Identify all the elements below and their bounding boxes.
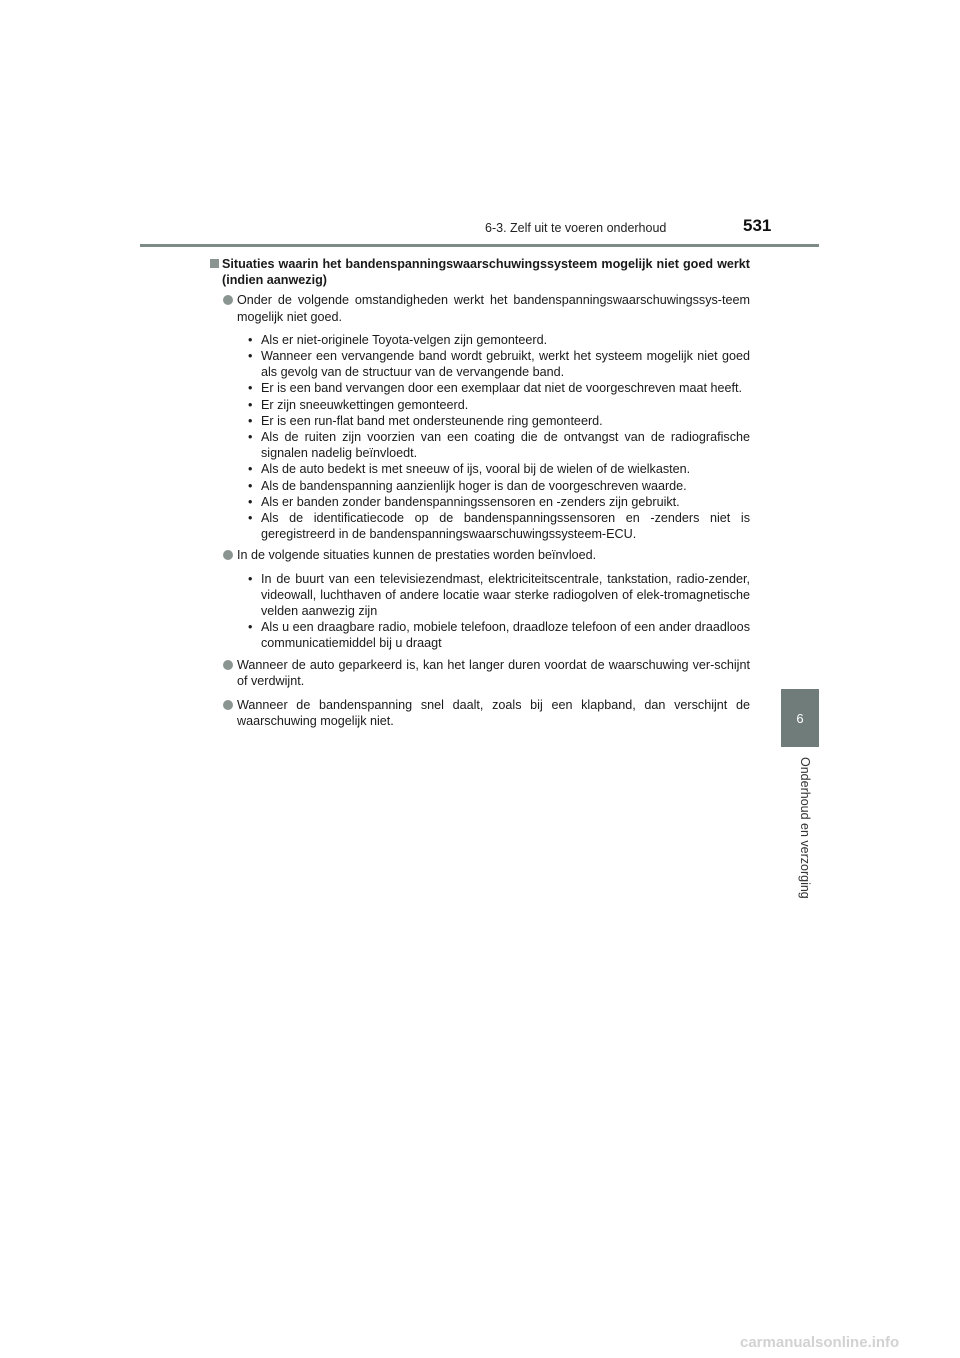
watermark: carmanualsonline.info bbox=[740, 1334, 900, 1351]
sub-list-item-text: Als de ruiten zijn voorzien van een coating die de ontvangst van de radiografische signalen nadelig beïnvloedt. bbox=[261, 430, 750, 461]
circle-bullet-icon bbox=[223, 550, 233, 560]
section-heading bbox=[210, 256, 750, 288]
circle-bullet-icon bbox=[223, 660, 233, 670]
sub-list-item bbox=[248, 619, 750, 651]
sub-list-item-text: Als er niet-originele Toyota-velgen zijn gemonteerd. bbox=[261, 332, 548, 347]
sub-list-item bbox=[248, 461, 750, 477]
page-content bbox=[210, 256, 750, 729]
page-number: 531 bbox=[743, 216, 772, 235]
sub-list-item-text: In de buurt van een televisiezendmast, elektriciteitscentrale, tankstation, radio-zender, videowall, luchthaven of andere locatie waar sterke radiogolven of elek-tromagnetische velden aanwezig zijn bbox=[261, 571, 750, 619]
bullet-mark: • bbox=[248, 620, 253, 635]
list-item bbox=[210, 657, 750, 689]
list-item bbox=[210, 292, 750, 324]
list-item-text: In de volgende situaties kunnen de prestaties worden beïnvloed. bbox=[237, 548, 597, 563]
square-bullet-icon bbox=[210, 259, 219, 268]
bullet-mark: • bbox=[248, 430, 253, 445]
sub-list-item bbox=[248, 348, 750, 380]
chapter-title-vertical: Onderhoud en verzorging bbox=[798, 757, 812, 899]
bullet-mark: • bbox=[248, 462, 253, 477]
sub-list-item bbox=[248, 510, 750, 542]
list-item bbox=[210, 697, 750, 729]
sub-list-item-text: Als de bandenspanning aanzienlijk hoger is dan de voorgeschreven waarde. bbox=[261, 478, 687, 493]
bullet-mark: • bbox=[248, 511, 253, 526]
sub-list-item bbox=[248, 413, 750, 429]
sub-list-item-text: Er is een band vervangen door een exemplaar dat niet de voorgeschreven maat heeft. bbox=[261, 381, 742, 396]
sub-list bbox=[210, 332, 750, 543]
sub-list-item-text: Wanneer een vervangende band wordt gebruikt, werkt het systeem mogelijk niet goed als gevolg van de structuur van de vervangende band. bbox=[261, 349, 750, 380]
sub-list-item bbox=[248, 571, 750, 620]
bullet-mark: • bbox=[248, 349, 253, 364]
sub-list-item bbox=[248, 429, 750, 461]
bullet-mark: • bbox=[248, 478, 253, 493]
sub-list bbox=[210, 571, 750, 652]
sub-list-item bbox=[248, 494, 750, 510]
chapter-tab[interactable] bbox=[781, 689, 819, 747]
item-list bbox=[210, 292, 750, 729]
sub-list-item-text: Er zijn sneeuwkettingen gemonteerd. bbox=[261, 397, 469, 412]
sub-list-item bbox=[248, 397, 750, 413]
header-divider bbox=[140, 244, 819, 247]
sub-list-item bbox=[248, 332, 750, 348]
bullet-mark: • bbox=[248, 332, 253, 347]
circle-bullet-icon bbox=[223, 700, 233, 710]
sub-list-item-text: Als er banden zonder bandenspanningssensoren en -zenders zijn gebruikt. bbox=[261, 494, 680, 509]
sub-list-item-text: Als de identificatiecode op de bandenspanningssensoren en -zenders niet is geregistreerd in de bandenspanningswaarschuwingssysteem-ECU. bbox=[261, 511, 750, 542]
sub-list-item-text: Als u een draagbare radio, mobiele telefoon, draadloze telefoon of een ander draadloos communicatiemiddel bij u draagt bbox=[261, 620, 750, 651]
circle-bullet-icon bbox=[223, 295, 233, 305]
list-item-text: Wanneer de bandenspanning snel daalt, zoals bij een klapband, dan verschijnt de waarschuwing mogelijk niet. bbox=[237, 698, 750, 729]
list-item-text: Wanneer de auto geparkeerd is, kan het langer duren voordat de waarschuwing ver-schijnt of verdwijnt. bbox=[237, 657, 750, 688]
sub-list-item bbox=[248, 478, 750, 494]
sub-list-item-text: Er is een run-flat band met ondersteunende ring gemonteerd. bbox=[261, 413, 603, 428]
bullet-mark: • bbox=[248, 381, 253, 396]
bullet-mark: • bbox=[248, 413, 253, 428]
bullet-mark: • bbox=[248, 397, 253, 412]
sub-list-item bbox=[248, 380, 750, 396]
bullet-mark: • bbox=[248, 571, 253, 586]
sub-list-item-text: Als de auto bedekt is met sneeuw of ijs, vooral bij de wielen of de wielkasten. bbox=[261, 462, 691, 477]
running-header-section: 6-3. Zelf uit te voeren onderhoud bbox=[485, 221, 667, 235]
list-item bbox=[210, 547, 750, 563]
bullet-mark: • bbox=[248, 494, 253, 509]
chapter-number: 6 bbox=[796, 710, 804, 726]
list-item-text: Onder de volgende omstandigheden werkt het bandenspanningswaarschuwingssys-teem mogelijk niet goed. bbox=[237, 293, 750, 324]
section-heading-text: Situaties waarin het bandenspanningswaarschuwingssysteem mogelijk niet goed werkt (indien aanwezig) bbox=[222, 257, 750, 288]
